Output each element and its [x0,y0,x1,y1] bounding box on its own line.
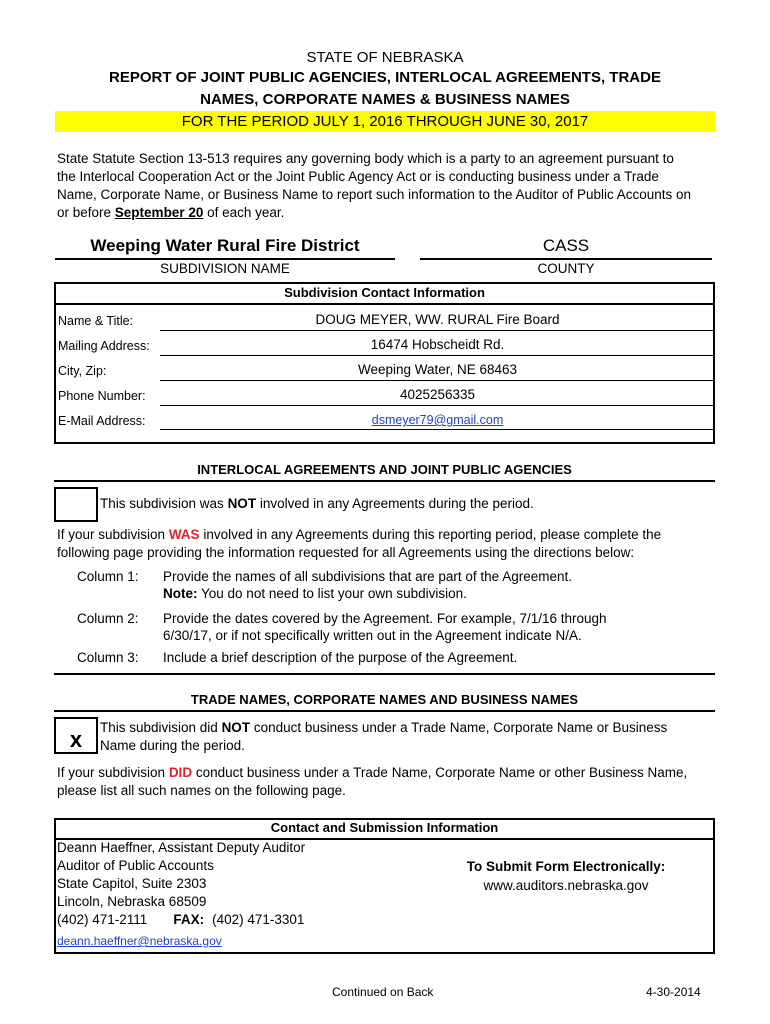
note-text: You do not need to list your own subdivision. [197,586,467,601]
email-address-link[interactable]: dsmeyer79@gmail.com [371,413,504,427]
fax-label: FAX: [173,912,205,927]
subdivision-name-value[interactable]: Weeping Water Rural Fire District [90,236,360,255]
contact-line: State Capitol, Suite 2303 [57,876,207,891]
contact-line: Deann Haeffner, Assistant Deputy Auditor [57,840,306,855]
instruction-line: please list all such names on the following page. [57,783,346,798]
electronic-submission-heading: To Submit Form Electronically: [466,859,666,874]
checkbox-text: This subdivision did [100,720,222,735]
instruction-line [57,764,727,782]
contact-line: Auditor of Public Accounts [57,858,214,873]
interlocal-instructions [57,526,727,562]
statute-line: the Interlocal Cooperation Act or the Joint Public Agency Act or is conducting business under a Trade [57,169,659,184]
submission-heading: Contact and Submission Information [270,820,499,835]
statute-line: State Statute Section 13-513 requires any governing body which is a party to an agreement pursuant to [57,151,674,166]
column1-text: Provide the names of all subdivisions that are part of the Agreement. [163,569,572,584]
trade-checkbox-text [100,719,667,737]
continued-on-back: Continued on Back [332,985,434,999]
mailing-address-label: Mailing Address: [58,339,150,353]
statute-text: or before [57,205,115,220]
note-label: Note: [163,586,198,601]
auditor-fax: (402) 471-3301 [212,912,305,927]
city-zip-field[interactable]: Weeping Water, NE 68463 [357,362,518,377]
report-title-line1: REPORT OF JOINT PUBLIC AGENCIES, INTERLOCAL AGREEMENTS, TRADE [109,69,661,86]
statute-line [57,204,727,222]
contact-line: Lincoln, Nebraska 68509 [57,894,207,909]
column1-label: Column 1: [77,569,139,584]
email-address-underline [160,429,715,430]
auditor-website[interactable]: www.auditors.nebraska.gov [483,878,649,893]
instruction-text: conduct business under a Trade Name, Corporate Name or other Business Name, [192,765,688,780]
interlocal-not-involved-checkbox[interactable] [54,487,98,522]
did-emphasis: DID [168,765,193,780]
trade-instructions [57,764,727,800]
instruction-line: following page providing the information requested for all Agreements using the directions below: [57,545,635,560]
subdivision-name-label: SUBDIVISION NAME [160,261,290,276]
checkbox-text: involved in any Agreements during the period. [256,496,534,511]
city-zip-label: City, Zip: [58,364,107,378]
phone-number-label: Phone Number: [58,389,146,403]
interlocal-checkbox-text [100,495,534,513]
was-emphasis: WAS [168,527,200,542]
form-revision-date: 4-30-2014 [646,985,701,999]
statute-text: of each year. [203,205,285,220]
statute-paragraph [57,150,727,222]
mailing-address-field[interactable]: 16474 Hobscheidt Rd. [370,337,505,352]
instruction-text: If your subdivision [57,765,169,780]
trade-not-conducted-checkbox[interactable]: x [54,717,98,754]
column1-note [163,585,467,603]
column3-text: Include a brief description of the purpose of the Agreement. [163,650,518,665]
checkbox-text-emphasis: NOT [221,720,251,735]
instruction-text: involved in any Agreements during this reporting period, please complete the [199,527,662,542]
checkbox-text: conduct business under a Trade Name, Corporate Name or Business [250,720,668,735]
statute-line: Name, Corporate Name, or Business Name to report such information to the Auditor of Public Accounts on [57,187,692,202]
phone-number-underline [160,405,715,406]
trade-heading-rule [54,710,715,712]
column3-label: Column 3: [77,650,139,665]
subdivision-name-line [55,258,395,260]
instruction-line [57,526,727,544]
auditor-contact-block [57,839,305,929]
county-value[interactable]: CASS [542,236,590,255]
interlocal-heading-rule [54,480,715,482]
city-zip-underline [160,380,715,381]
instruction-text: If your subdivision [57,527,169,542]
county-label: COUNTY [537,261,595,276]
report-period: FOR THE PERIOD JULY 1, 2016 THROUGH JUNE 30, 2017 [55,111,715,132]
trade-top-rule [54,673,715,675]
report-title-line2: NAMES, CORPORATE NAMES & BUSINESS NAMES [200,91,570,108]
name-title-field[interactable]: DOUG MEYER, WW. RURAL Fire Board [315,312,560,327]
email-address-label: E-Mail Address: [58,414,146,428]
column2-text-2: 6/30/17, or if not specifically written out in the Agreement indicate N/A. [163,628,582,643]
name-title-underline [160,330,715,331]
state-heading: STATE OF NEBRASKA [306,49,464,66]
interlocal-heading: INTERLOCAL AGREEMENTS AND JOINT PUBLIC AGENCIES [197,462,572,477]
auditor-email-link[interactable]: deann.haeffner@nebraska.gov [57,934,222,948]
trade-checkbox-text-2: Name during the period. [100,738,245,753]
column2-label: Column 2: [77,611,139,626]
mailing-address-underline [160,355,715,356]
contact-heading: Subdivision Contact Information [284,285,485,300]
phone-number-field[interactable]: 4025256335 [399,387,476,402]
auditor-phone: (402) 471-2111 [57,912,148,927]
name-title-label: Name & Title: [58,314,134,328]
checkbox-text: This subdivision was [100,496,228,511]
contact-line [57,911,305,929]
county-line [420,258,712,260]
checkbox-text-emphasis: NOT [227,496,257,511]
column2-text: Provide the dates covered by the Agreement. For example, 7/1/16 through [163,611,607,626]
contact-heading-divider [54,303,715,305]
due-date: September 20 [114,205,204,220]
trade-heading: TRADE NAMES, CORPORATE NAMES AND BUSINESS NAMES [190,692,579,707]
